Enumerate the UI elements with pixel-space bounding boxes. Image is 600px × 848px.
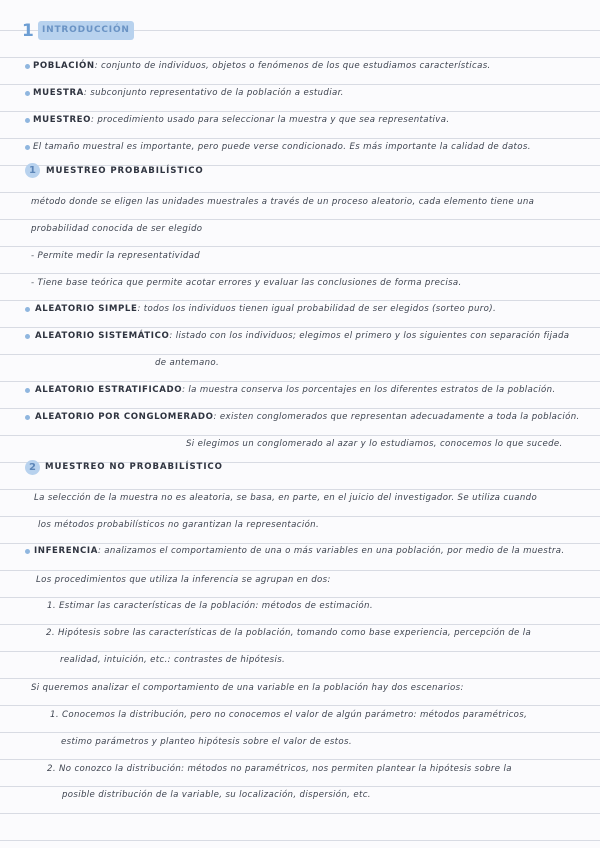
bullet-icon — [25, 118, 30, 123]
text-line: Si queremos analizar el comportamiento de una variable en la población hay dos escenarios: — [31, 683, 464, 693]
text-line: Los procedimientos que utiliza la inferencia se agrupan en dos: — [36, 575, 331, 585]
list-item: posible distribución de la variable, su localización, dispersión, etc. — [62, 790, 371, 800]
sampling-type: ALEATORIO ESTRATIFICADO: la muestra conserva los porcentajes en los diferentes estratos de la población. — [35, 385, 556, 395]
section-number-badge: 1 — [25, 163, 40, 178]
bullet-icon — [25, 549, 30, 554]
text-line: los métodos probabilísticos no garantizan la representación. — [38, 520, 320, 530]
list-item: realidad, intuición, etc.: contrastes de hipótesis. — [60, 655, 286, 665]
text-line: de antemano. — [155, 358, 220, 368]
bullet-icon — [25, 415, 30, 420]
bullet-icon — [25, 145, 30, 150]
section-heading: MUESTREO PROBABILÍSTICO — [46, 166, 204, 176]
bullet-icon — [25, 388, 30, 393]
section-heading: MUESTREO NO PROBABILÍSTICO — [45, 462, 223, 472]
definition-poblacion: POBLACIÓN: conjunto de individuos, objetos o fenómenos de los que estudiamos características. — [33, 61, 491, 71]
bullet-icon — [25, 91, 30, 96]
section-number-badge: 2 — [25, 460, 40, 475]
text-line: Si elegimos un conglomerado al azar y lo estudiamos, conocemos lo que sucede. — [186, 439, 563, 449]
sampling-type: ALEATORIO POR CONGLOMERADO: existen conglomerados que representan adecuadamente a toda la población. — [35, 412, 580, 422]
bullet-icon — [25, 64, 30, 69]
list-item: 1. Estimar las características de la población: métodos de estimación. — [47, 601, 373, 611]
list-item: 2. No conozco la distribución: métodos no paramétricos, nos permiten plantear la hipótesis sobre la — [47, 764, 512, 774]
text-line: método donde se eligen las unidades muestrales a través de un proceso aleatorio, cada elemento tiene una — [31, 197, 535, 207]
list-item: 1. Conocemos la distribución, pero no conocemos el valor de algún parámetro: métodos paramétricos, — [50, 710, 528, 720]
bullet-icon — [25, 334, 30, 339]
text-line: - Tiene base teórica que permite acotar errores y evaluar las conclusiones de forma precisa. — [31, 278, 462, 288]
text-line: probabilidad conocida de ser elegido — [31, 224, 203, 234]
text-line: - Permite medir la representatividad — [31, 251, 201, 261]
sampling-type: ALEATORIO SIMPLE: todos los individuos tienen igual probabilidad de ser elegidos (sorteo puro). — [35, 304, 497, 314]
note-sample-size: El tamaño muestral es importante, pero puede verse condicionado. Es más importante la calidad de datos. — [33, 142, 531, 152]
bullet-icon — [25, 307, 30, 312]
page-title: INTRODUCCIÓN — [38, 21, 134, 40]
sampling-type: ALEATORIO SISTEMÁTICO: listado con los individuos; elegimos el primero y los siguientes con separación fijada — [35, 331, 570, 341]
definition-muestra: MUESTRA: subconjunto representativo de la población a estudiar. — [33, 88, 344, 98]
title-number: 1 — [22, 21, 34, 41]
definition-muestreo: MUESTREO: procedimiento usado para seleccionar la muestra y que sea representativa. — [33, 115, 450, 125]
list-item: estimo parámetros y planteo hipótesis sobre el valor de estos. — [61, 737, 352, 747]
list-item: 2. Hipótesis sobre las características de la población, tomando como base experiencia, percepción de la — [46, 628, 532, 638]
text-line: La selección de la muestra no es aleatoria, se basa, en parte, en el juicio del investigador. Se utiliza cuando — [34, 493, 538, 503]
definition-inferencia: INFERENCIA: analizamos el comportamiento de una o más variables en una población, por medio de la muestra. — [34, 546, 565, 556]
